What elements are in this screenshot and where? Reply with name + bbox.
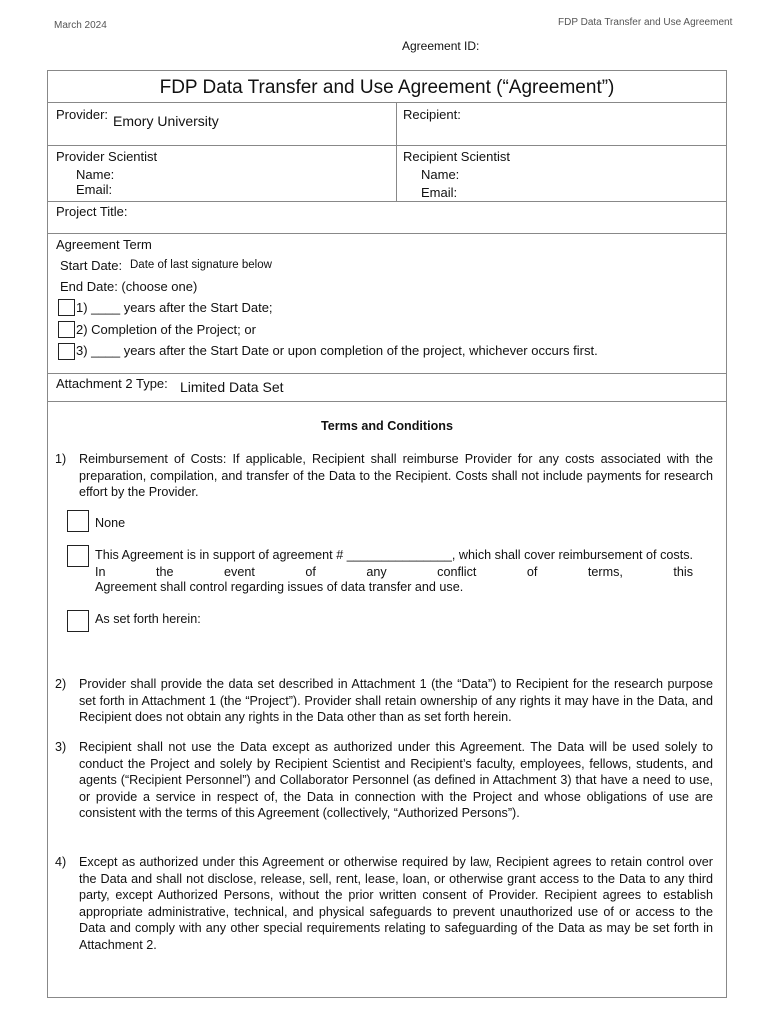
recipient-field[interactable] <box>468 105 718 145</box>
end-date-option-3: 3) ____ years after the Start Date or upon completion of the project, whichever occurs first. <box>76 343 598 358</box>
term-item-2-text: Provider shall provide the data set described in Attachment 1 (the “Data”) to Recipient for the research purpose set forth in Attachment 1 (the “Project”). Provider shall retain ownership of any rights it may have in the Data, and Recipient does not obtain any rights in the Data other than as set forth herein. <box>79 677 713 724</box>
start-date-value: Date of last signature below <box>130 259 272 271</box>
agreement-term-heading: Agreement Term <box>56 237 152 252</box>
recipient-scientist-email-label: Email: <box>421 185 458 200</box>
cost-none-checkbox[interactable] <box>67 510 89 532</box>
agreement-id-label: Agreement ID: <box>402 39 480 53</box>
term-item-2-number: 2) <box>55 677 67 691</box>
header-date: March 2024 <box>54 20 107 31</box>
cost-none-label: None <box>95 516 126 530</box>
term-item-1 <box>55 451 713 501</box>
terms-heading: Terms and Conditions <box>320 419 453 433</box>
form-title: FDP Data Transfer and Use Agreement (“Agreement”) <box>159 77 615 98</box>
cost-support-text-line2: Agreement shall control regarding issues of data transfer and use. <box>95 580 464 594</box>
provider-scientist-email-label: Email: <box>76 182 113 197</box>
project-title-label: Project Title: <box>56 204 128 219</box>
end-date-option-2-checkbox[interactable] <box>58 321 75 338</box>
end-date-label: End Date: (choose one) <box>60 279 198 294</box>
end-date-option-1: 1) ____ years after the Start Date; <box>76 300 273 315</box>
recipient-scientist-name-label: Name: <box>421 167 460 182</box>
provider-scientist-label: Provider Scientist <box>56 149 158 164</box>
term-item-1-number: 1) <box>55 452 67 466</box>
term-item-3-text: Recipient shall not use the Data except as authorized under this Agreement. The Data will be used solely to conduct the Project and solely by Recipient Scientist and Recipient’s faculty, employees, fellows, students, and agents (“Recipient Personnel”) and Collaborator Personnel (as defined in Attachment 3) that have a need to use, or provide a service in respect of, the Data in connection with the Project and whose obligations of use are consistent with the terms of this Agreement (collectively, “Authorized Persons”). <box>79 740 713 820</box>
recipient-label: Recipient: <box>403 107 461 122</box>
header-doc-name: FDP Data Transfer and Use Agreement <box>558 17 733 28</box>
cost-herein-label: As set forth herein: <box>95 612 201 626</box>
attachment-2-type-label: Attachment 2 Type: <box>56 376 168 391</box>
end-date-option-1-checkbox[interactable] <box>58 299 75 316</box>
end-date-option-2: 2) Completion of the Project; or <box>76 322 256 337</box>
cost-support-checkbox[interactable] <box>67 545 89 567</box>
term-item-4-text: Except as authorized under this Agreement or otherwise required by law, Recipient agrees to retain control over the Data and shall not disclose, release, sell, rent, lease, loan, or otherwise grant access to the Data to any third party, except Authorized Persons, without the prior written consent of Provider. Recipient agrees to establish appropriate administrative, technical, and physical safeguards to prevent unauthorized use of or access to the Data and comply with any other special requirements relating to safeguarding of the Data as may be set forth in Attachment 2. <box>79 855 713 952</box>
start-date-label: Start Date: <box>60 258 123 273</box>
term-item-4 <box>55 854 713 953</box>
attachment-2-type-value[interactable]: Limited Data Set <box>180 379 284 395</box>
provider-label: Provider: <box>56 107 109 122</box>
term-item-4-number: 4) <box>55 855 67 869</box>
term-item-3-number: 3) <box>55 740 67 754</box>
cost-support-text-line1: This Agreement is in support of agreement # _______________, which shall cover reimbursement of costs. In the event of any conflict of terms, this <box>95 548 693 579</box>
project-title-field[interactable] <box>138 202 718 232</box>
end-date-option-3-checkbox[interactable] <box>58 343 75 360</box>
term-item-1-text: Reimbursement of Costs: If applicable, Recipient shall reimburse Provider for any costs associated with the preparation, compilation, and transfer of the Data to the Recipient. Costs shall not include payments for research effort by the Provider. <box>79 452 713 499</box>
term-item-3 <box>55 739 713 822</box>
provider-scientist-name-label: Name: <box>76 167 115 182</box>
term-item-2 <box>55 676 713 726</box>
agreement-form <box>47 70 727 998</box>
cost-herein-checkbox[interactable] <box>67 610 89 632</box>
provider-value[interactable]: Emory University <box>113 113 219 129</box>
recipient-scientist-label: Recipient Scientist <box>403 149 510 164</box>
